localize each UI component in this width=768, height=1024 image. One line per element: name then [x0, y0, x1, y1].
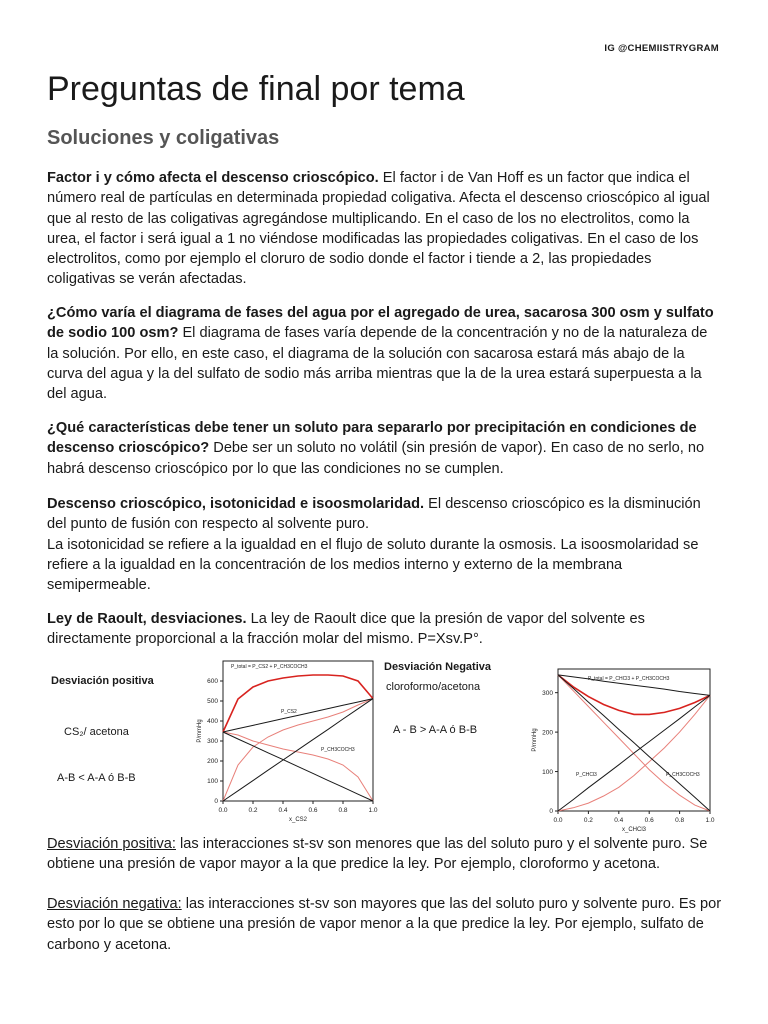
x-tick-label: 0.0	[218, 807, 228, 814]
y-tick-label: 0	[214, 798, 218, 806]
plot-frame	[223, 661, 373, 801]
annotation-label: P_CS2	[281, 709, 297, 715]
series-line-raoult-ch3coch3	[558, 675, 710, 811]
annotation-label: P_total = P_CS2 + P_CH3COCH3	[231, 664, 308, 670]
negative-relation: A - B > A-A ó B-B	[393, 724, 478, 736]
y-tick-label: 200	[542, 729, 553, 737]
x-tick-label: 0.4	[614, 817, 624, 824]
x-tick-label: 0.2	[248, 807, 258, 814]
section-text: Debe ser un soluto no volátil (sin presión de vapor). En caso de no serlo, no habrá descenso crioscópico por lo que las condiciones no se cumplen.	[47, 440, 705, 477]
x-tick-label: 0.8	[338, 807, 348, 814]
section-heading: Ley de Raoult, desviaciones.	[47, 611, 247, 627]
x-tick-label: 0.8	[675, 817, 685, 824]
annotation-label: P_CH3COCH3	[321, 747, 355, 753]
x-tick-label: 0.4	[278, 807, 288, 814]
y-tick-label: 100	[207, 778, 218, 786]
watermark: IG @CHEMIISTRYGRAM	[604, 43, 719, 54]
x-tick-label: 0.0	[553, 817, 563, 824]
section-text: El diagrama de fases varía depende de la concentración y no de la naturaleza de la solución. Por ello, en este caso, el diagrama de la solución con sacarosa estará más abajo de la curva del agua y la del sulfato de sodio más arriba mientras que la de la urea estará superpuesta a la del agua.	[47, 325, 708, 403]
y-axis-label: P/mmHg	[532, 728, 538, 752]
series-line-raoult-chcl3	[558, 695, 710, 811]
y-tick-label: 100	[542, 768, 553, 776]
series-line-raoult-ch3coch3	[223, 732, 373, 801]
x-tick-label: 0.6	[308, 807, 318, 814]
page-title: Preguntas de final por tema	[47, 70, 465, 108]
x-axis-label: x_CHCl3	[621, 827, 647, 833]
y-tick-label: 200	[207, 758, 218, 766]
negative-system: cloroformo/acetona	[386, 681, 481, 693]
section-diagrama-fases	[47, 303, 722, 404]
annotation-label: P_total = P_CHCl3 + P_CH3COCH3	[588, 676, 670, 682]
page-subtitle: Soluciones y coligativas	[47, 127, 280, 149]
negative-deviation-chart	[520, 663, 720, 835]
x-tick-label: 0.2	[583, 817, 593, 824]
section-precipitacion	[47, 418, 722, 479]
section-descenso	[47, 494, 722, 595]
y-tick-label: 600	[207, 678, 218, 686]
x-axis-label: x_CS2	[288, 817, 308, 823]
y-tick-label: 300	[207, 738, 218, 746]
x-tick-label: 1.0	[705, 817, 715, 824]
annotation-label: P_CHCl3	[576, 772, 597, 778]
y-tick-label: 0	[549, 808, 553, 816]
y-tick-label: 400	[207, 718, 218, 726]
section-text: La ley de Raoult dice que la presión de vapor del solvente es directamente proporcional a la fracción molar del mismo. P=Xsv.P°.	[47, 611, 645, 648]
positive-system: CS₂/ acetona	[64, 726, 129, 738]
section-text: El descenso crioscópico es la disminución del punto de fusión con respecto al solvente puro.	[47, 496, 701, 533]
positive-deviation-chart	[175, 655, 380, 827]
series-line-raoult-total	[223, 699, 373, 732]
annotation-label: P_CH3COCH3	[666, 772, 700, 778]
section-heading: Factor i y cómo afecta el descenso crioscópico.	[47, 170, 379, 186]
x-tick-label: 0.6	[644, 817, 654, 824]
negative-title: Desviación Negativa	[384, 661, 491, 673]
definition-term: Desviación positiva:	[47, 836, 176, 852]
y-axis-label: P/mmHg	[197, 719, 203, 743]
section-text-2: La isotonicidad se refiere a la igualdad en el flujo de soluto durante la osmosis. La isoosmolaridad se refiere a la igualdad en la concentración de los medios interno y externo de la membrana semipermeable.	[47, 536, 699, 594]
definition-negative	[47, 894, 722, 955]
section-heading: ¿Qué características debe tener un soluto para separarlo por precipitación en condiciones de descenso crioscópico?	[47, 420, 697, 457]
section-text: El factor i de Van Hoff es un factor que indica el número real de partículas en determinada propiedad coligativa. Afecta el descenso crioscópico al igual que al resto de las coligativas agregándose multiplicando. En el caso de los no electrolitos, como la urea, el factor i será igual a 1 no viéndose modificadas las propiedades coligativas. En el caso de los electrolitos, como por ejemplo el cloruro de sodio donde el factor i tiende a 2, las propiedades coligativas se verán afectadas.	[47, 170, 710, 288]
section-factor-i	[47, 168, 722, 290]
x-tick-label: 1.0	[368, 807, 378, 814]
section-heading: ¿Cómo varía el diagrama de fases del agua por el agregado de urea, sacarosa 300 osm y sulfato de sodio 100 osm?	[47, 305, 714, 342]
definition-positive	[47, 834, 722, 875]
positive-relation: A-B < A-A ó B-B	[57, 772, 136, 784]
section-heading: Descenso crioscópico, isotonicidad e isoosmolaridad.	[47, 496, 425, 512]
positive-title: Desviación positiva	[51, 675, 154, 687]
section-raoult	[47, 609, 722, 650]
definition-text: las interacciones st-sv son mayores que las del soluto puro y solvente puro. Es por esto por lo que se obtiene una presión de vapor menor a la que predice la ley. Por ejemplo, sulfato de carbono y acetona.	[47, 896, 722, 953]
definition-term: Desviación negativa:	[47, 896, 182, 912]
definition-text: las interacciones st-sv son menores que las del soluto puro y el solvente puro. Se obtiene una presión de vapor mayor a la que predice la ley. Por ejemplo, cloroformo y acetona.	[47, 836, 708, 873]
y-tick-label: 300	[542, 689, 553, 697]
plot-frame	[558, 669, 710, 811]
y-tick-label: 500	[207, 698, 218, 706]
